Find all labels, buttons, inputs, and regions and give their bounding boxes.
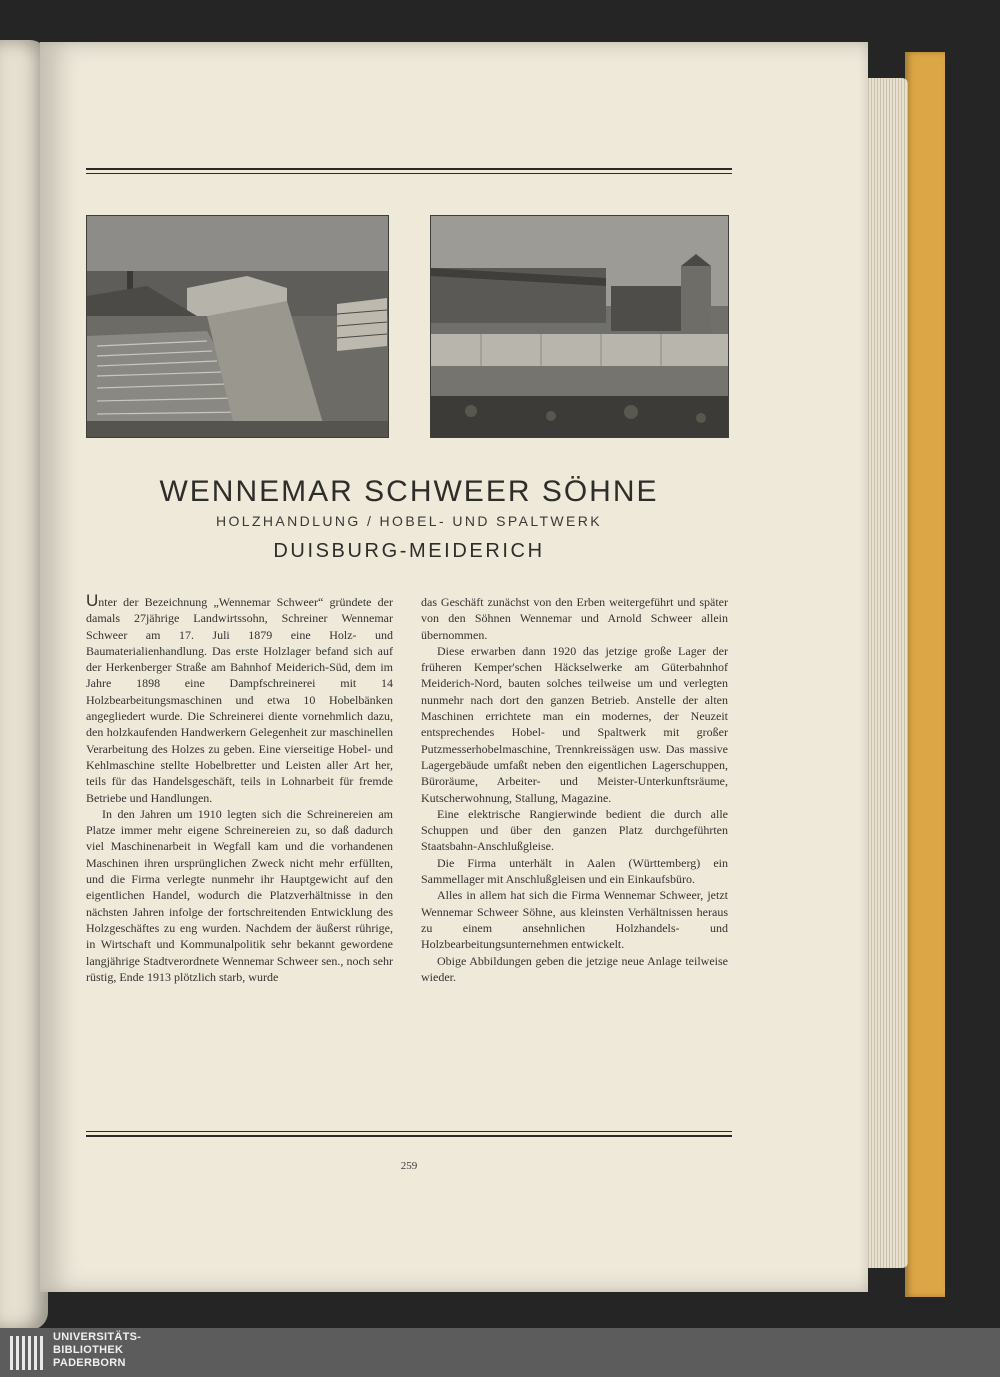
logo-line: UNIVERSITÄTS- bbox=[53, 1331, 142, 1343]
library-logo-icon bbox=[10, 1336, 44, 1370]
paragraph: Diese erwarben dann 1920 das jetzige große Lager der früheren Kemper'schen Häckselwerke am Güterbahnhof Meiderich-Nord, bauten solches teilweise um und verlegten nunmehr nach dort den ganzen Betrieb. Anstelle der alten Maschinen errichtete man ein modernes, der Neuzeit entsprechendes Hobel- und Spaltwerk mit großer Putzmesserhobelmaschine, Trennkreissägen usw. Das massive Lagergebäude umfaßt neben den eigentlichen Lagerschuppen, Büroräume, Arbeiter- und Meister-Unterkunftsräume, Kutscherwohnung, Stallung, Magazine. bbox=[421, 643, 728, 805]
paragraph: Alles in allem hat sich die Firma Wennemar Schweer, jetzt Wennemar Schweer Söhne, aus kleinsten Verhältnissen heraus zu einem ansehnlichen Holzhandels- und Holzbearbeitungsunternehmen entwickelt. bbox=[421, 888, 728, 952]
library-footer-bar bbox=[0, 1328, 1000, 1377]
book-cover-board bbox=[905, 52, 945, 1297]
drop-cap: U bbox=[86, 591, 99, 610]
paragraph bbox=[86, 591, 393, 806]
company-subtitle: HOLZHANDLUNG / HOBEL- UND SPALTWERK bbox=[215, 513, 603, 529]
company-location: DUISBURG-MEIDERICH bbox=[273, 540, 545, 562]
logo-line: PADERBORN bbox=[53, 1357, 126, 1369]
paragraph: das Geschäft zunächst von den Erben weitergeführt und später von den Söhnen Wennemar und Arnold Schweer allein übernommen. bbox=[421, 595, 728, 642]
bottom-rule bbox=[86, 1131, 732, 1137]
paragraph: Eine elektrische Rangierwinde bedient die durch alle Schuppen und über den ganzen Platz durchgeführten Staatsbahn-Anschlußgleise. bbox=[421, 806, 728, 854]
article-column-1 bbox=[86, 591, 393, 985]
top-rule bbox=[86, 168, 732, 174]
logo-line: BIBLIOTHEK bbox=[53, 1344, 124, 1356]
library-logo-text[interactable] bbox=[53, 1331, 141, 1370]
photo-works-buildings bbox=[430, 215, 729, 438]
company-title: WENNEMAR SCHWEER SÖHNE bbox=[159, 475, 659, 508]
photo-lumber-yard bbox=[86, 215, 389, 438]
paragraph: In den Jahren um 1910 legten sich die Schreinereien am Platze immer mehr eigene Schreinereien zu, so daß dadurch viel Maschinenarbeit in Wegfall kam und die vorhandenen Maschinen ihren ursprünglichen Zweck nicht mehr erfüllten, und die Firma verlegte nunmehr ihr Hauptgewicht auf den eigentlichen Handel, wodurch die Platzverhältnisse in den nächsten Jahren infolge der fortschreitenden Entwicklung des Holzgeschäftes zu eng wurden. Nachdem der äußerst rührige, in Wirtschaft und Kommunalpolitik sehr bekannt gewordene langjährige Stadtverordnete Wennemar Schweer sen., noch sehr rüstig, Ende 1913 plötzlich starb, wurde bbox=[86, 806, 393, 984]
paragraph: Die Firma unterhält in Aalen (Württemberg) ein Sammellager mit Anschlußgleisen und ein Einkaufsbüro. bbox=[421, 855, 728, 887]
page-number: 259 bbox=[400, 1160, 418, 1172]
article-column-2 bbox=[421, 594, 728, 985]
paragraph-text: nter der Bezeichnung „Wennemar Schweer“ gründete der damals 27jährige Landwirtssohn, Schreiner Wennemar Schweer am 17. Juli 1879 eine Holz- und Baumaterialienhandlung. Das erste Holzlager befand sich auf der Herkenberger Straße am Bahnhof Meiderich-Süd, dem im Jahre 1898 eine Dampfschreinerei mit 14 Holzbearbeitungsmaschinen und etwa 10 Hobelbänken angegliedert wurde. Die Schreinerei diente vornehmlich dazu, den holzkaufenden Handwerkern Gelegenheit zur maschinellen Verarbeitung des Holzes zu geben. Eine vierseitige Hobel- und Kehlmaschine stellte Hobelbretter und Leisten aller Art her, teils für das Handelsgeschäft, teils in Lohnarbeit für fremde Betriebe und Handlungen. bbox=[86, 595, 393, 805]
paragraph: Obige Abbildungen geben die jetzige neue Anlage teilweise wieder. bbox=[421, 953, 728, 984]
